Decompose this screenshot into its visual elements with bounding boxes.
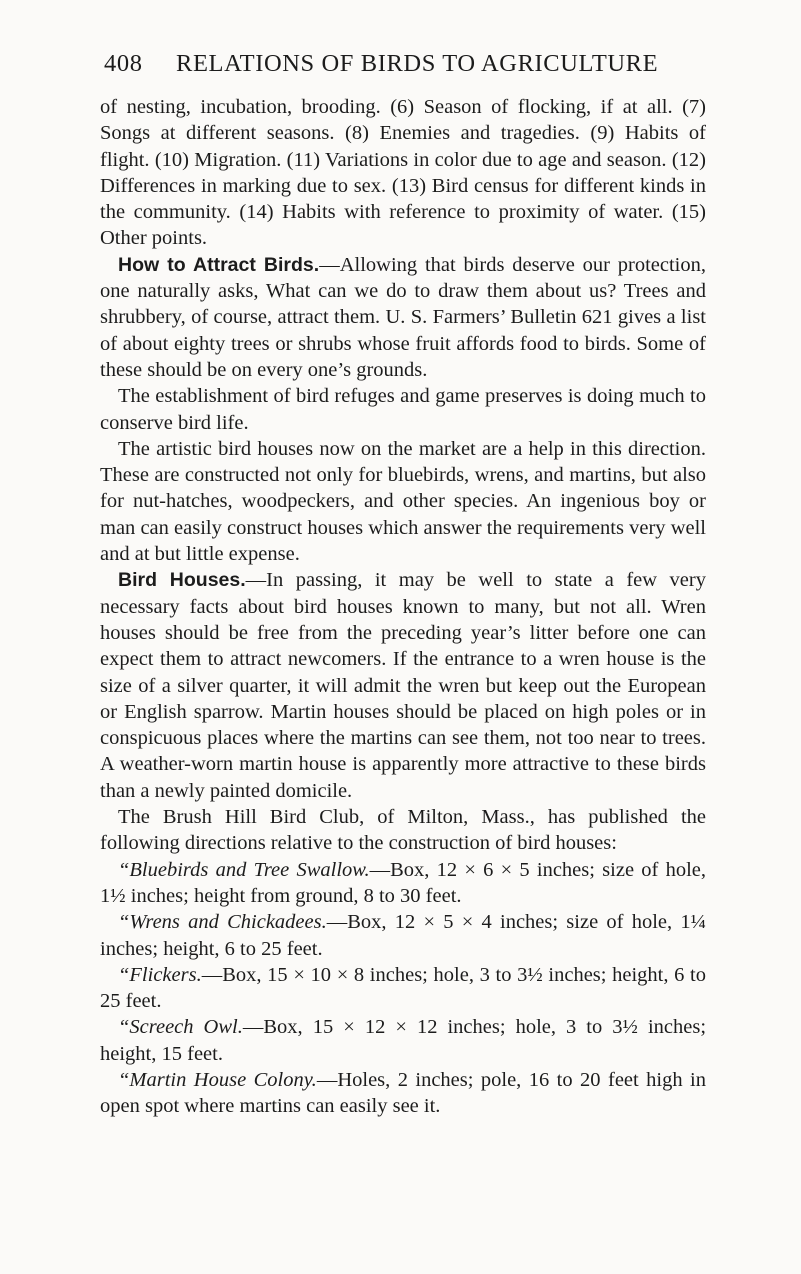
running-title: RELATIONS OF BIRDS TO AGRICULTURE <box>176 50 659 77</box>
paragraph-brush-hill: The Brush Hill Bird Club, of Milton, Mass., has published the following directions relative to the construction of bird houses: <box>100 806 706 855</box>
entry-text: —Box, 12 × 6 × 5 inches; size of hole, 1½ inches; height from ground, 8 to 30 feet. <box>100 858 706 907</box>
section-heading-how-to-attract: How to Attract Birds. <box>118 253 320 276</box>
entry-bluebirds <box>100 857 706 910</box>
entry-text: —Holes, 2 inches; pole, 16 to 20 feet high in open spot where martins can easily see it. <box>100 1068 706 1118</box>
paragraph-bird-houses <box>100 567 706 804</box>
page-number: 408 <box>104 50 143 77</box>
entry-text: —Box, 12 × 5 × 4 inches; size of hole, 1¼ inches; height, 6 to 25 feet. <box>100 911 706 960</box>
paragraph-text: —Allowing that birds deserve our protection, one naturally asks, What can we do to draw them about us? Trees and shrubbery, of course, attract them. U. S. Farmers’ Bulletin 621 gives a list of about eighty trees or shrubs whose fruit affords food to birds. Some of these should be on every one’s grounds. <box>100 253 706 381</box>
entry-title: “Flickers. <box>118 963 202 986</box>
running-header <box>104 50 704 78</box>
paragraph-bird-houses-market: The artistic bird houses now on the market are a help in this direction. These are constructed not only for bluebirds, wrens, and martins, but also for nut-hatches, woodpeckers, and other species. An ingenious boy or man can easily construct houses which answer the requirements very well and at but little expense. <box>100 437 706 566</box>
section-heading-bird-houses: Bird Houses. <box>118 569 246 592</box>
paragraph-how-to-attract <box>100 252 706 383</box>
paragraph-list-continuation: of nesting, incubation, brooding. (6) Season of flocking, if at all. (7) Songs at different seasons. (8) Enemies and tragedies. (9) Habits of flight. (10) Migration. (11) Variations in color due to age and season. (12) Differences in marking due to sex. (13) Bird census for different kinds in the community. (14) Habits with reference to proximity of water. (15) Other points. <box>100 96 706 250</box>
entry-wrens <box>100 909 706 962</box>
paragraph-text: —In passing, it may be well to state a few very necessary facts about bird houses known to many, but not all. Wren houses should be free from the preceding year’s litter before one can expect them to attract newcomers. If the entrance to a wren house is the size of a silver quarter, it will admit the wren but keep out the European or English sparrow. Martin houses should be placed on high poles or in conspicuous places where the martins can see them, not too near to trees. A weather-worn martin house is apparently more attractive to these birds than a newly painted domicile. <box>100 569 706 802</box>
page-body <box>100 94 706 1120</box>
entry-martin-house <box>100 1067 706 1120</box>
entry-screech-owl <box>100 1014 706 1067</box>
entry-title: “Martin House Colony. <box>118 1068 317 1091</box>
entry-title: “Screech Owl. <box>118 1016 243 1039</box>
entry-text: —Box, 15 × 12 × 12 inches; hole, 3 to 3½ inches; height, 15 feet. <box>100 1016 707 1065</box>
entry-text: —Box, 15 × 10 × 8 inches; hole, 3 to 3½ inches; height, 6 to 25 feet. <box>100 963 706 1013</box>
entry-title: “Bluebirds and Tree Swallow. <box>118 858 370 881</box>
paragraph-refuges: The establishment of bird refuges and game preserves is doing much to conserve bird life. <box>100 385 706 434</box>
entry-flickers <box>100 962 706 1015</box>
entry-title: “Wrens and Chickadees. <box>118 911 327 934</box>
